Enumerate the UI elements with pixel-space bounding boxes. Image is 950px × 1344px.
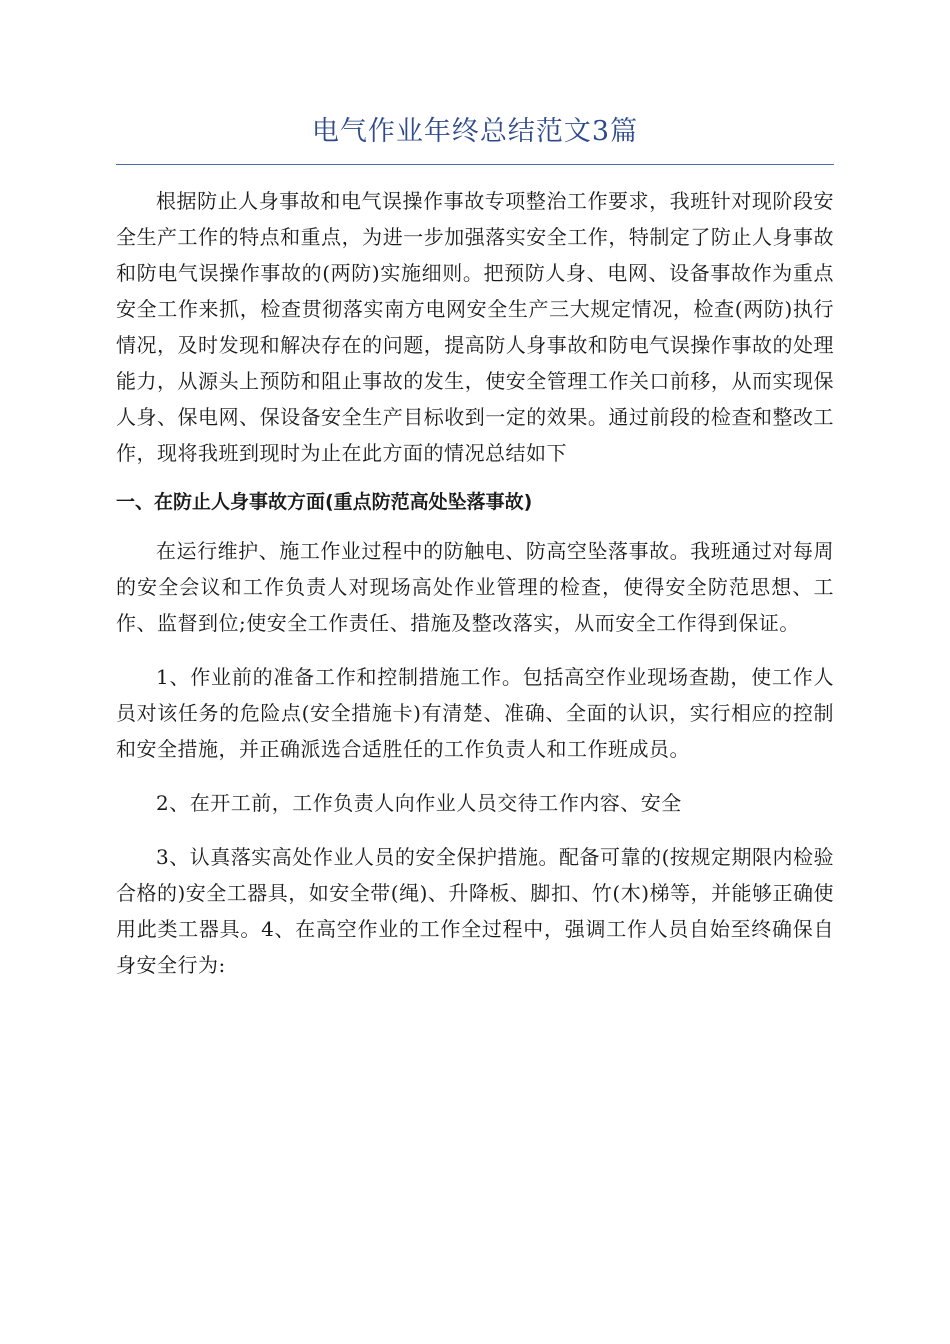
document-title: 电气作业年终总结范文3篇 — [311, 116, 639, 147]
spacer — [116, 775, 834, 785]
spacer — [116, 649, 834, 659]
section-1-paragraph: 在运行维护、施工作业过程中的防触电、防高空坠落事故。我班通过对每周的安全会议和工作负责人对现场高处作业管理的检查，使得安全防范思想、工作、监督到位;使安全工作责任、措施及整改落实，从而安全工作得到保证。 — [116, 539, 834, 635]
title-underline — [116, 164, 834, 165]
document-page — [116, 112, 834, 991]
intro-paragraph: 根据防止人身事故和电气误操作事故专项整治工作要求，我班针对现阶段安全生产工作的特点和重点，为进一步加强落实安全工作，特制定了防止人身事故和防电气误操作事故的(两防)实施细则。把预防人身、电网、设备事故作为重点安全工作来抓，检查贯彻落实南方电网安全生产三大规定情况，检查(两防)执行情况，及时发现和解决存在的问题，提高防人身事故和防电气误操作事故的处理能力，从源头上预防和阻止事故的发生，使安全管理工作关口前移，从而实现保人身、保电网、保设备安全生产目标收到一定的效果。通过前段的检查和整改工作，现将我班到现时为止在此方面的情况总结如下 — [116, 189, 834, 465]
section-heading-1: 一、在防止人身事故方面(重点防范高处坠落事故) — [116, 491, 533, 513]
list-item-2: 2、在开工前，工作负责人向作业人员交待工作内容、安全 — [156, 791, 682, 815]
list-item-1: 1、作业前的准备工作和控制措施工作。包括高空作业现场查勘，使工作人员对该任务的危险点(安全措施卡)有清楚、准确、全面的认识，实行相应的控制和安全措施，并正确派选合适胜任的工作负责人和工作班成员。 — [116, 665, 834, 761]
list-item-3: 3、认真落实高处作业人员的安全保护措施。配备可靠的(按规定期限内检验合格的)安全工器具，如安全带(绳)、升降板、脚扣、竹(木)梯等，并能够正确使用此类工器具。4、在高空作业的工作全过程中，强调工作人员自始至终确保自身安全行为: — [116, 845, 835, 977]
spacer — [116, 829, 834, 839]
